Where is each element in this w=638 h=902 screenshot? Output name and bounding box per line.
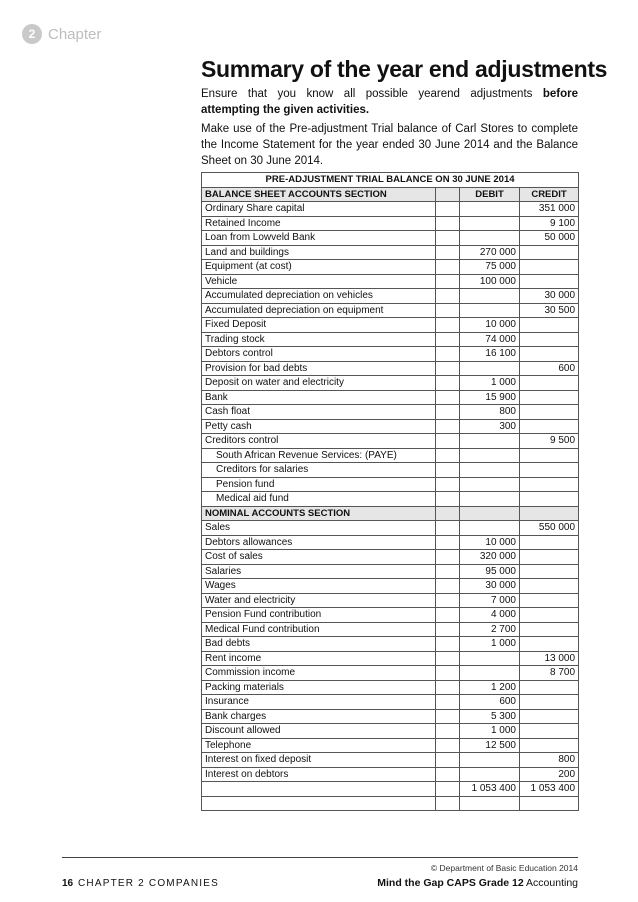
credit-amount: 50 000 (520, 231, 579, 246)
debit-amount: 600 (460, 695, 520, 710)
debit-amount: 95 000 (460, 564, 520, 579)
chapter-label: Chapter (48, 25, 102, 43)
debit-amount: 1 000 (460, 376, 520, 391)
folio-cell (436, 347, 460, 362)
book-title-subject: Accounting (523, 877, 578, 889)
debit-amount (460, 434, 520, 449)
folio-cell (436, 753, 460, 768)
section-header: BALANCE SHEET ACCOUNTS SECTION (202, 187, 436, 202)
account-name: Creditors control (202, 434, 436, 449)
credit-amount (520, 419, 579, 434)
debit-amount (460, 796, 520, 811)
credit-amount (520, 535, 579, 550)
credit-amount (520, 376, 579, 391)
credit-amount (520, 260, 579, 275)
account-name: Insurance (202, 695, 436, 710)
account-name: Provision for bad debts (202, 361, 436, 376)
folio-cell (436, 622, 460, 637)
folio-cell (436, 332, 460, 347)
debit-amount: 100 000 (460, 274, 520, 289)
account-name: Fixed Deposit (202, 318, 436, 333)
debit-amount (460, 492, 520, 507)
credit-amount (520, 463, 579, 478)
credit-amount (520, 724, 579, 739)
credit-amount (520, 405, 579, 420)
credit-amount (520, 680, 579, 695)
folio-cell (436, 782, 460, 797)
account-name: Water and electricity (202, 593, 436, 608)
folio-cell (436, 376, 460, 391)
table-row (202, 463, 579, 478)
table-row (202, 695, 579, 710)
debit-amount (460, 753, 520, 768)
account-name: Vehicle (202, 274, 436, 289)
account-name: Petty cash (202, 419, 436, 434)
credit-amount (520, 318, 579, 333)
folio-cell (436, 390, 460, 405)
footer-divider (62, 857, 578, 858)
debit-amount (460, 289, 520, 304)
intro-paragraph-2: Make use of the Pre-adjustment Trial balance of Carl Stores to complete the Income Statement for the year ended 30 June 2014 and the Balance Sheet on 30 June 2014. (201, 123, 578, 167)
table-row (202, 231, 579, 246)
copyright-notice: © Department of Basic Education 2014 (430, 863, 578, 873)
debit-amount (460, 448, 520, 463)
intro-paragraph-1 (201, 86, 578, 118)
folio-cell (436, 231, 460, 246)
debit-amount: 12 500 (460, 738, 520, 753)
folio-cell (436, 303, 460, 318)
table-row (202, 434, 579, 449)
debit-amount: 1 000 (460, 724, 520, 739)
account-name: Cost of sales (202, 550, 436, 565)
account-name: Pension Fund contribution (202, 608, 436, 623)
folio-cell (436, 260, 460, 275)
folio-cell (436, 448, 460, 463)
debit-amount: 270 000 (460, 245, 520, 260)
folio-cell (436, 796, 460, 811)
table-row (202, 318, 579, 333)
section-cell (436, 506, 460, 521)
credit-amount: 1 053 400 (520, 782, 579, 797)
credit-amount: 9 100 (520, 216, 579, 231)
debit-amount: 1 000 (460, 637, 520, 652)
table-row (202, 637, 579, 652)
table-banner-row (202, 173, 579, 188)
footer-book-title (377, 877, 578, 889)
debit-amount: 1 053 400 (460, 782, 520, 797)
page-title: Summary of the year end adjustments (201, 56, 608, 82)
intro-emphasis: before attempting the given activities. (201, 88, 578, 116)
folio-cell (436, 767, 460, 782)
credit-amount (520, 622, 579, 637)
folio-cell (436, 202, 460, 217)
debit-amount (460, 202, 520, 217)
credit-amount: 600 (520, 361, 579, 376)
account-name: Equipment (at cost) (202, 260, 436, 275)
debit-amount: 4 000 (460, 608, 520, 623)
debit-amount: 7 000 (460, 593, 520, 608)
folio-cell (436, 564, 460, 579)
account-name: South African Revenue Services: (PAYE) (202, 448, 436, 463)
account-name: Accumulated depreciation on vehicles (202, 289, 436, 304)
table-body (202, 202, 579, 811)
table-header-row (202, 187, 579, 202)
credit-amount (520, 637, 579, 652)
credit-amount: 8 700 (520, 666, 579, 681)
credit-amount (520, 564, 579, 579)
table-row (202, 796, 579, 811)
folio-cell (436, 289, 460, 304)
credit-amount (520, 796, 579, 811)
account-name: Rent income (202, 651, 436, 666)
credit-amount (520, 593, 579, 608)
debit-amount: 5 300 (460, 709, 520, 724)
credit-amount (520, 274, 579, 289)
credit-amount: 800 (520, 753, 579, 768)
credit-amount (520, 550, 579, 565)
table-row (202, 347, 579, 362)
folio-cell (436, 637, 460, 652)
table-row (202, 202, 579, 217)
account-name: Packing materials (202, 680, 436, 695)
folio-cell (436, 521, 460, 536)
debit-amount (460, 231, 520, 246)
folio-cell (436, 709, 460, 724)
account-name: Loan from Lowveld Bank (202, 231, 436, 246)
account-name: Bad debts (202, 637, 436, 652)
debit-amount: 75 000 (460, 260, 520, 275)
folio-cell (436, 695, 460, 710)
account-name: Pension fund (202, 477, 436, 492)
table-row (202, 709, 579, 724)
debit-amount (460, 361, 520, 376)
table-row (202, 724, 579, 739)
debit-amount: 30 000 (460, 579, 520, 594)
total-row (202, 782, 579, 797)
folio-cell (436, 579, 460, 594)
account-name: Retained Income (202, 216, 436, 231)
credit-amount: 200 (520, 767, 579, 782)
debit-amount (460, 463, 520, 478)
folio-cell (436, 318, 460, 333)
debit-amount (460, 216, 520, 231)
table-row (202, 564, 579, 579)
credit-amount (520, 347, 579, 362)
credit-amount (520, 738, 579, 753)
table-row (202, 550, 579, 565)
debit-amount: 10 000 (460, 535, 520, 550)
table-row (202, 492, 579, 507)
account-name: Bank (202, 390, 436, 405)
credit-amount: 30 000 (520, 289, 579, 304)
folio-cell (436, 680, 460, 695)
section-cell (520, 506, 579, 521)
folio-cell (436, 492, 460, 507)
credit-amount (520, 492, 579, 507)
table-row (202, 680, 579, 695)
folio-cell (436, 738, 460, 753)
debit-amount (460, 651, 520, 666)
debit-amount: 10 000 (460, 318, 520, 333)
table-row (202, 448, 579, 463)
debit-amount (460, 521, 520, 536)
table-row (202, 390, 579, 405)
folio-cell (436, 274, 460, 289)
folio-cell (436, 419, 460, 434)
folio-cell (436, 651, 460, 666)
trial-balance-table (201, 172, 579, 811)
table-row (202, 274, 579, 289)
debit-amount: 1 200 (460, 680, 520, 695)
table-row (202, 622, 579, 637)
folio-cell (436, 477, 460, 492)
credit-amount: 30 500 (520, 303, 579, 318)
account-name: Discount allowed (202, 724, 436, 739)
credit-amount (520, 608, 579, 623)
account-name: Cash float (202, 405, 436, 420)
table-row (202, 260, 579, 275)
book-title-bold: Mind the Gap CAPS Grade 12 (377, 877, 524, 889)
credit-amount (520, 709, 579, 724)
table-row (202, 376, 579, 391)
table-row (202, 608, 579, 623)
blank-header (436, 187, 460, 202)
folio-cell (436, 405, 460, 420)
debit-amount: 2 700 (460, 622, 520, 637)
account-name: Salaries (202, 564, 436, 579)
table-row (202, 405, 579, 420)
table-row (202, 419, 579, 434)
account-name: Bank charges (202, 709, 436, 724)
credit-amount: 351 000 (520, 202, 579, 217)
credit-amount (520, 579, 579, 594)
debit-amount: 320 000 (460, 550, 520, 565)
account-name: Accumulated depreciation on equipment (202, 303, 436, 318)
account-name: Debtors allowances (202, 535, 436, 550)
debit-header: DEBIT (460, 187, 520, 202)
credit-amount: 13 000 (520, 651, 579, 666)
account-name: Interest on debtors (202, 767, 436, 782)
table-row (202, 245, 579, 260)
folio-cell (436, 724, 460, 739)
table-row (202, 666, 579, 681)
account-name: Commission income (202, 666, 436, 681)
table-row (202, 216, 579, 231)
intro-text: Ensure that you know all possible yearend adjustments (201, 88, 543, 100)
debit-amount: 16 100 (460, 347, 520, 362)
table-row (202, 593, 579, 608)
table-row (202, 361, 579, 376)
table-row (202, 289, 579, 304)
account-name: Interest on fixed deposit (202, 753, 436, 768)
table-row (202, 521, 579, 536)
account-name: Wages (202, 579, 436, 594)
table-row (202, 477, 579, 492)
table-row (202, 303, 579, 318)
account-name: Deposit on water and electricity (202, 376, 436, 391)
folio-cell (436, 608, 460, 623)
debit-amount: 300 (460, 419, 520, 434)
table-row (202, 651, 579, 666)
debit-amount: 15 900 (460, 390, 520, 405)
chapter-tab (22, 24, 101, 44)
credit-amount: 9 500 (520, 434, 579, 449)
folio-cell (436, 550, 460, 565)
debit-amount (460, 477, 520, 492)
folio-cell (436, 666, 460, 681)
table-banner: PRE-ADJUSTMENT TRIAL BALANCE ON 30 JUNE 2014 (202, 173, 579, 188)
credit-header: CREDIT (520, 187, 579, 202)
account-name: Ordinary Share capital (202, 202, 436, 217)
account-name: Land and buildings (202, 245, 436, 260)
account-name: Trading stock (202, 332, 436, 347)
account-name (202, 796, 436, 811)
debit-amount: 74 000 (460, 332, 520, 347)
credit-amount (520, 448, 579, 463)
credit-amount (520, 332, 579, 347)
debit-amount (460, 666, 520, 681)
credit-amount (520, 695, 579, 710)
table-row (202, 579, 579, 594)
account-name: Debtors control (202, 347, 436, 362)
folio-cell (436, 216, 460, 231)
debit-amount (460, 767, 520, 782)
account-name: Creditors for salaries (202, 463, 436, 478)
folio-cell (436, 535, 460, 550)
section-cell (460, 506, 520, 521)
credit-amount (520, 390, 579, 405)
account-name: Telephone (202, 738, 436, 753)
section-header-row (202, 506, 579, 521)
folio-cell (436, 245, 460, 260)
folio-cell (436, 463, 460, 478)
footer-chapter-title: CHAPTER 2 COMPANIES (78, 878, 219, 889)
credit-amount (520, 245, 579, 260)
folio-cell (436, 593, 460, 608)
table-row (202, 738, 579, 753)
table-row (202, 753, 579, 768)
table-row (202, 767, 579, 782)
table-row (202, 535, 579, 550)
page-number: 16 (62, 878, 74, 889)
folio-cell (436, 434, 460, 449)
folio-cell (436, 361, 460, 376)
account-name: Medical Fund contribution (202, 622, 436, 637)
account-name: Sales (202, 521, 436, 536)
section-title: NOMINAL ACCOUNTS SECTION (202, 506, 436, 521)
chapter-number-badge: 2 (22, 24, 42, 44)
table-row (202, 332, 579, 347)
debit-amount: 800 (460, 405, 520, 420)
credit-amount (520, 477, 579, 492)
account-name: Medical aid fund (202, 492, 436, 507)
debit-amount (460, 303, 520, 318)
credit-amount: 550 000 (520, 521, 579, 536)
account-name (202, 782, 436, 797)
